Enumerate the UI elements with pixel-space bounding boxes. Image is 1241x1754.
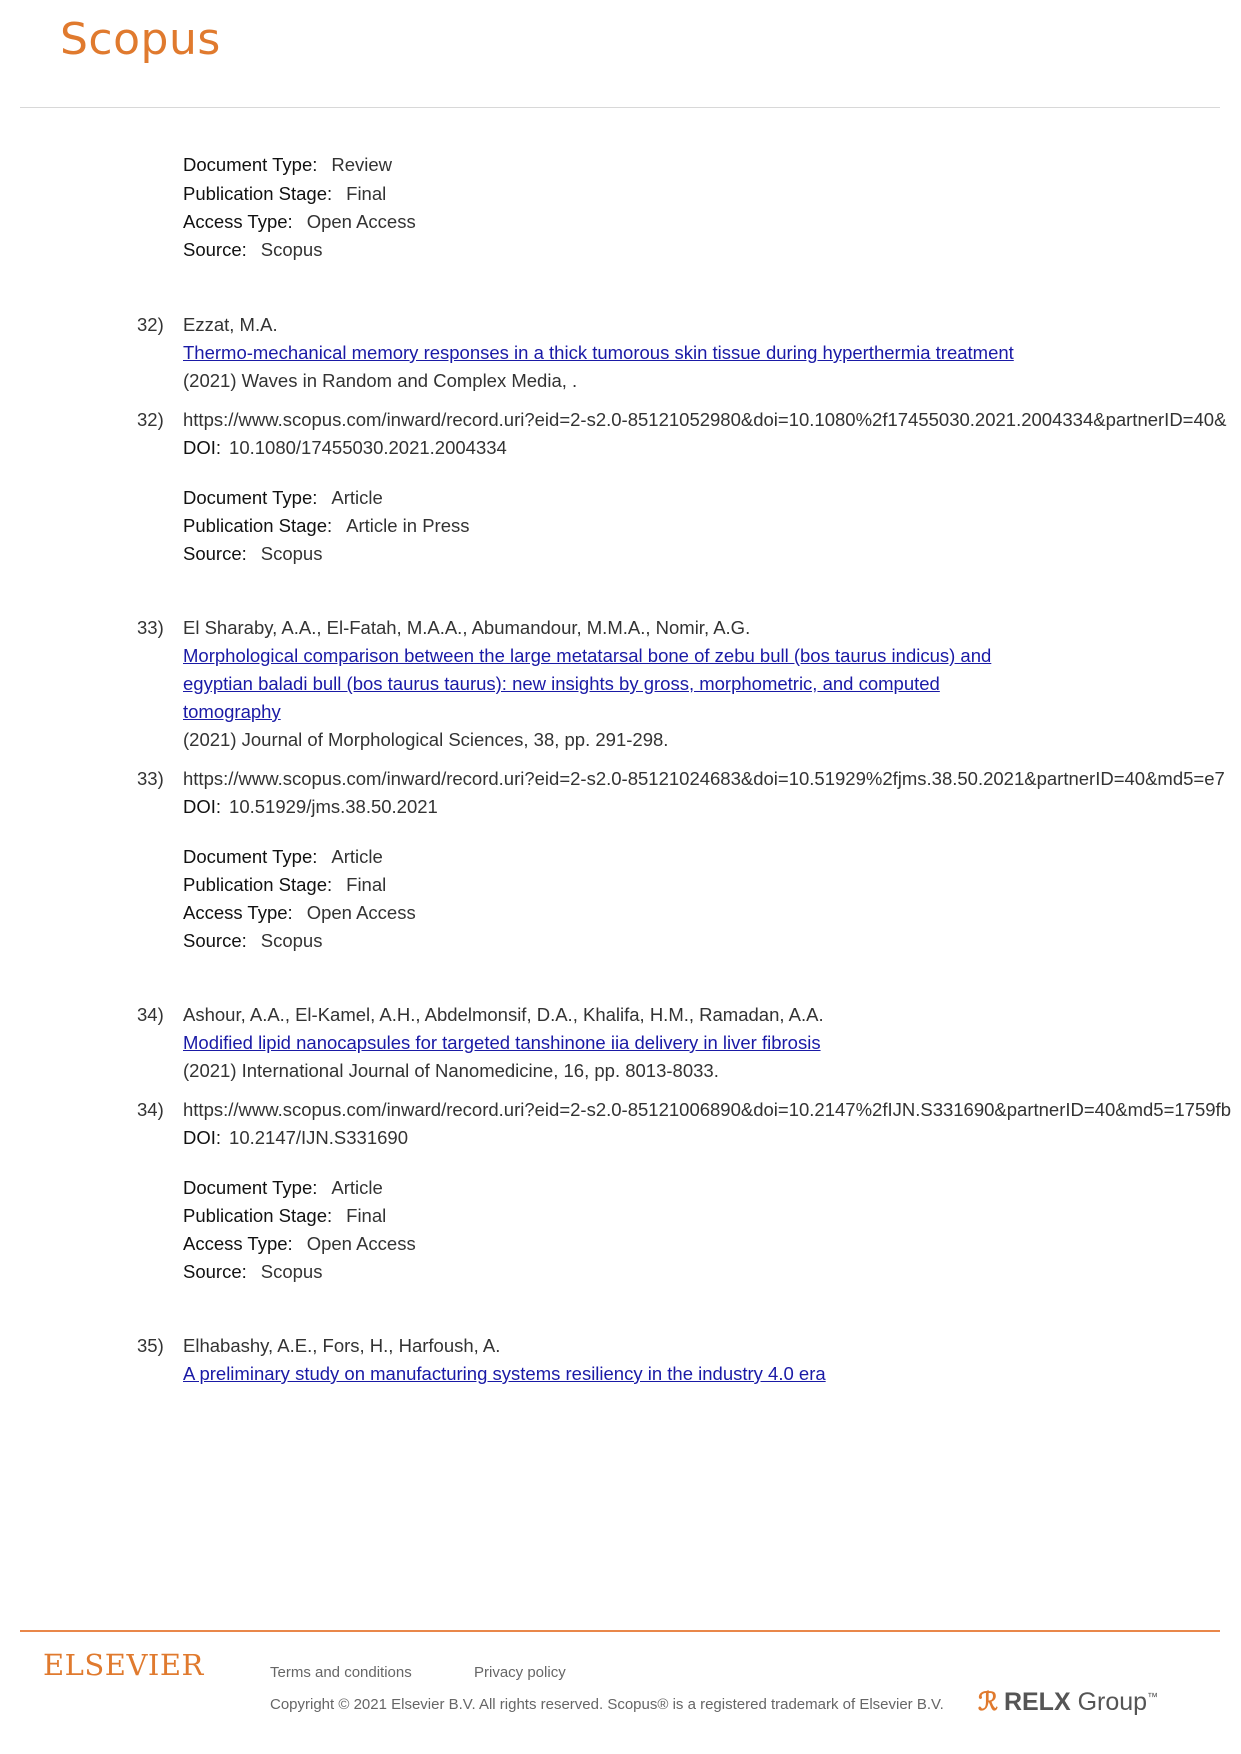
privacy-link[interactable]: Privacy policy xyxy=(474,1664,566,1681)
record-authors: Ashour, A.A., El-Kamel, A.H., Abdelmonsif, D.A., Khalifa, H.M., Ramadan, A.A. xyxy=(183,1004,824,1025)
record-doi: DOI: 10.1080/17455030.2021.2004334 xyxy=(183,437,507,458)
record-url[interactable]: https://www.scopus.com/inward/record.uri?eid=2-s2.0-85121052980&doi=10.1080%2f17455030.2021.2004334&partnerID=40& xyxy=(183,409,1227,430)
meta-access-type: Access Type: Open Access xyxy=(183,211,416,232)
record-title-link[interactable]: A preliminary study on manufacturing systems resiliency in the industry 4.0 era xyxy=(183,1363,826,1384)
meta-access-type: Access Type: Open Access xyxy=(183,1233,416,1254)
meta-access-type: Access Type: Open Access xyxy=(183,902,416,923)
terms-link[interactable]: Terms and conditions xyxy=(270,1664,412,1681)
meta-publication-stage: Publication Stage: Final xyxy=(183,1205,387,1226)
record-doi: DOI: 10.2147/IJN.S331690 xyxy=(183,1127,409,1148)
copyright-text: Copyright © 2021 Elsevier B.V. All rights reserved. Scopus® is a registered trademark of Elsevier B.V. xyxy=(270,1696,944,1713)
record-number: 32) xyxy=(137,409,164,430)
record-authors: El Sharaby, A.A., El-Fatah, M.A.A., Abumandour, M.M.A., Nomir, A.G. xyxy=(183,617,751,638)
record-citation: (2021) International Journal of Nanomedicine, 16, pp. 8013-8033. xyxy=(183,1060,719,1081)
record-citation: (2021) Journal of Morphological Sciences, 38, pp. 291-298. xyxy=(183,729,669,750)
scopus-logo[interactable]: Scopus xyxy=(60,14,221,65)
meta-publication-stage: Publication Stage: Article in Press xyxy=(183,515,470,536)
record-url[interactable]: https://www.scopus.com/inward/record.uri?eid=2-s2.0-85121006890&doi=10.2147%2fIJN.S331690&partnerID=40&md5=1759fb xyxy=(183,1099,1231,1120)
meta-publication-stage: Publication Stage: Final xyxy=(183,183,387,204)
meta-document-type: Document Type: Article xyxy=(183,1177,383,1198)
record-title-link[interactable]: egyptian baladi bull (bos taurus taurus): new insights by gross, morphometric, and computed xyxy=(183,673,940,694)
record-number: 34) xyxy=(137,1099,164,1120)
record-number: 33) xyxy=(137,768,164,789)
record-title-link[interactable]: Morphological comparison between the large metatarsal bone of zebu bull (bos taurus indicus) and xyxy=(183,645,992,666)
meta-publication-stage: Publication Stage: Final xyxy=(183,874,387,895)
meta-document-type: Document Type: Article xyxy=(183,846,383,867)
footer-divider xyxy=(20,1630,1220,1632)
meta-document-type: Document Type: Review xyxy=(183,154,393,175)
record-number: 35) xyxy=(137,1335,164,1356)
record-number: 33) xyxy=(137,617,164,638)
meta-source: Source: Scopus xyxy=(183,543,323,564)
record-number: 32) xyxy=(137,314,164,335)
record-doi: DOI: 10.51929/jms.38.50.2021 xyxy=(183,796,438,817)
record-citation: (2021) Waves in Random and Complex Media, . xyxy=(183,370,578,391)
record-title-link[interactable]: Modified lipid nanocapsules for targeted tanshinone iia delivery in liver fibrosis xyxy=(183,1032,821,1053)
meta-source: Source: Scopus xyxy=(183,930,323,951)
record-title-link[interactable]: tomography xyxy=(183,701,281,722)
meta-source: Source: Scopus xyxy=(183,239,323,260)
record-url[interactable]: https://www.scopus.com/inward/record.uri?eid=2-s2.0-85121024683&doi=10.51929%2fjms.38.50.2021&partnerID=40&md5=e7 xyxy=(183,768,1225,789)
meta-document-type: Document Type: Article xyxy=(183,487,383,508)
elsevier-logo[interactable]: ELSEVIER xyxy=(43,1648,204,1682)
relx-mark-icon: ℛ xyxy=(978,1688,998,1716)
record-number: 34) xyxy=(137,1004,164,1025)
meta-source: Source: Scopus xyxy=(183,1261,323,1282)
relx-logo[interactable]: ℛ RELX Group™ xyxy=(978,1688,1159,1716)
record-title-link[interactable]: Thermo-mechanical memory responses in a thick tumorous skin tissue during hyperthermia treatment xyxy=(183,342,1014,363)
record-authors: Elhabashy, A.E., Fors, H., Harfoush, A. xyxy=(183,1335,501,1356)
record-authors: Ezzat, M.A. xyxy=(183,314,278,335)
